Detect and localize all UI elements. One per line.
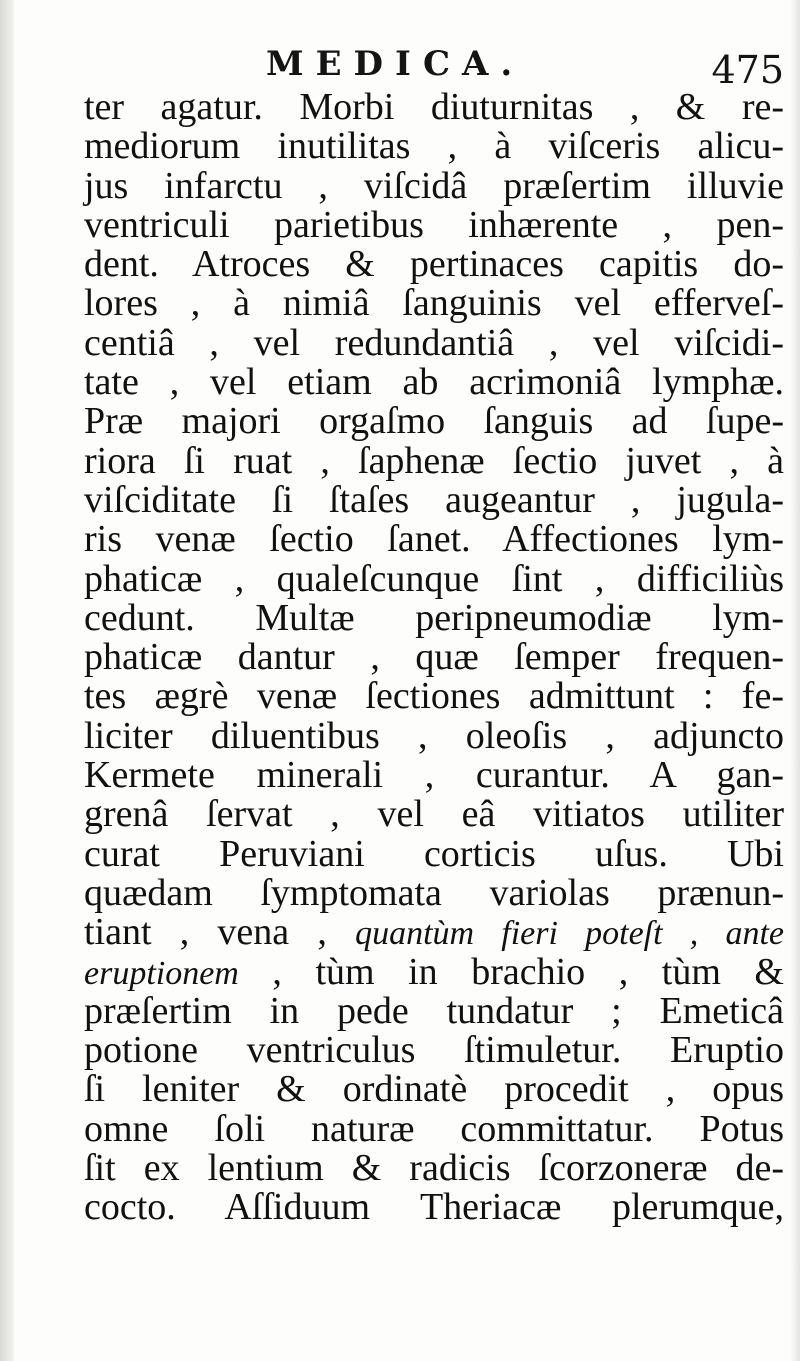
text-line: lores , à nimiâ ſanguinis vel efferveſ- — [84, 282, 784, 325]
text-line: curat Peruviani corticis uſus. Ubi — [84, 832, 784, 875]
text-line: cocto. Aſſiduum Theriacæ plerumque, — [84, 1186, 784, 1229]
text-line: phaticæ , qualeſcunque ſint , difficiliùs — [84, 557, 784, 600]
page-number: 475 — [711, 48, 784, 92]
text-line: præſertim in pede tundatur ; Emeticâ — [84, 989, 784, 1032]
page-gutter-shadow — [0, 0, 14, 1361]
text-line: riora ſi ruat , ſaphenæ ſectio juvet , à — [84, 439, 784, 482]
running-title: MEDICA. — [266, 44, 525, 84]
text-line: ſi leniter & ordinatè procedit , opus — [84, 1068, 784, 1111]
italic-phrase: quantùm fieri poteſt , ante — [355, 915, 784, 953]
text-line: jus infarctu , viſcidâ præſertim illuvie — [84, 164, 784, 207]
text-span: tiant , vena , — [84, 911, 356, 954]
text-line-with-italic — [84, 950, 784, 993]
text-span: , tùm in brachio , tùm & — [238, 950, 784, 993]
text-line: phaticæ dantur , quæ ſemper frequen- — [84, 636, 784, 679]
text-line: ventriculi parietibus inhærente , pen- — [84, 203, 784, 246]
page-edge-shadow — [790, 0, 800, 1361]
text-line: quædam ſymptomata variolas prænun- — [84, 871, 784, 914]
text-line: ſit ex lentium & radicis ſcorzoneræ de- — [84, 1147, 784, 1190]
text-line: ter agatur. Morbi diuturnitas , & re- — [84, 86, 784, 128]
body-text — [84, 88, 784, 1228]
text-line: cedunt. Multæ peripneumodiæ lym- — [84, 596, 784, 639]
text-line: liciter diluentibus , oleoſis , adjuncto — [84, 714, 784, 757]
text-line: omne ſoli naturæ committatur. Potus — [84, 1107, 784, 1150]
text-line: Kermete minerali , curantur. A gan- — [84, 754, 784, 797]
text-line: viſciditate ſi ſtaſes augeantur , jugula- — [84, 478, 784, 521]
text-line: potione ventriculus ſtimuletur. Eruptio — [84, 1029, 784, 1072]
text-line: ris venæ ſectio ſanet. Affectiones lym- — [84, 518, 784, 561]
italic-phrase: eruptionem — [84, 954, 239, 992]
text-line: tes ægrè venæ ſectiones admittunt : fe- — [84, 675, 784, 718]
text-line: dent. Atroces & pertinaces capitis do- — [84, 243, 784, 286]
text-line: grenâ ſervat , vel eâ vitiatos utiliter — [84, 793, 784, 836]
text-line: Præ majori orgaſmo ſanguis ad ſupe- — [84, 400, 784, 443]
text-line: centiâ , vel redundantiâ , vel viſcidi- — [84, 321, 784, 364]
text-line: tate , vel etiam ab acrimoniâ lymphæ. — [84, 361, 784, 404]
text-line: mediorum inutilitas , à viſceris alicu- — [84, 125, 784, 168]
text-line-with-italic — [84, 913, 784, 952]
